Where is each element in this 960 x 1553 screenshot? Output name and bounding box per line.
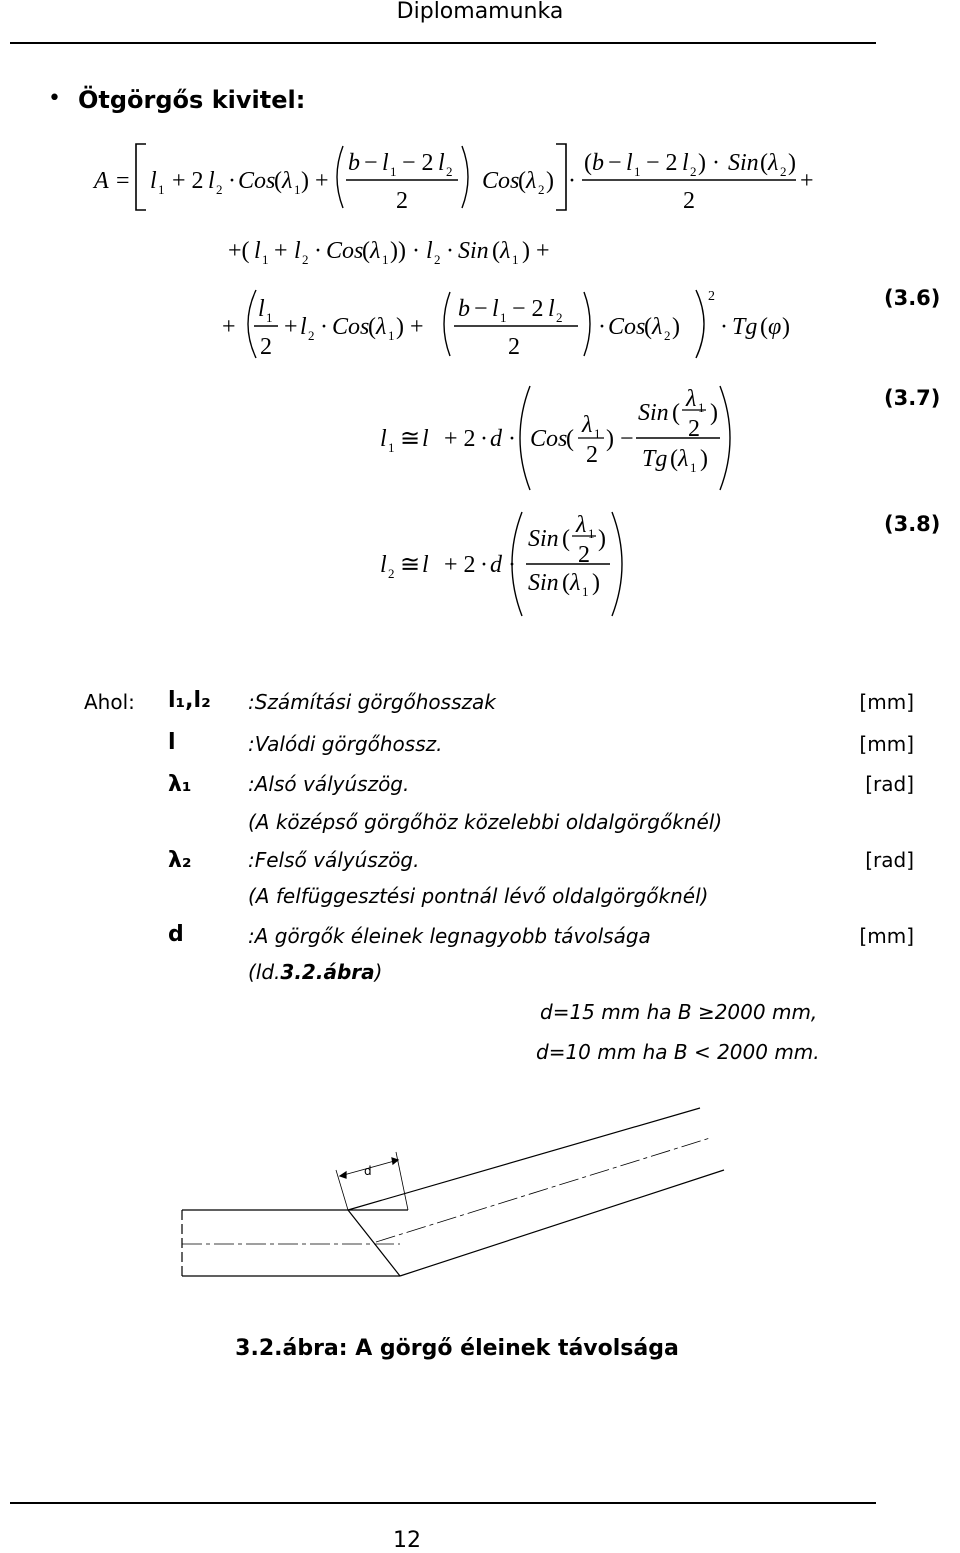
svg-text:Sin: Sin xyxy=(458,238,489,264)
svg-text:(: ( xyxy=(644,314,652,340)
svg-text:2: 2 xyxy=(302,252,309,267)
svg-text:2: 2 xyxy=(578,542,590,568)
def-figure-reference: (ld.3.2.ábra) xyxy=(248,960,383,984)
svg-text:2: 2 xyxy=(690,164,697,179)
svg-text:2: 2 xyxy=(388,566,395,581)
svg-text:+: + xyxy=(284,314,298,340)
svg-text:Cos: Cos xyxy=(482,168,520,194)
svg-text:(: ( xyxy=(562,570,570,596)
svg-text:(: ( xyxy=(518,168,526,194)
svg-text:− 2: − 2 xyxy=(402,150,434,176)
svg-text:−: − xyxy=(364,150,378,176)
svg-text:Sin: Sin xyxy=(528,570,559,596)
svg-text:(: ( xyxy=(760,150,768,176)
svg-text:+: + xyxy=(800,168,814,194)
svg-text:·: · xyxy=(228,168,236,194)
bullet-marker: • xyxy=(48,86,61,111)
svg-text:): ) xyxy=(788,150,796,176)
definitions-intro: Ahol: xyxy=(84,690,135,714)
svg-text:1: 1 xyxy=(388,440,395,455)
svg-text:b: b xyxy=(592,150,604,176)
svg-text:=: = xyxy=(116,168,130,194)
svg-text:·: · xyxy=(480,426,488,452)
svg-text:l: l xyxy=(426,238,433,264)
svg-text:l: l xyxy=(422,426,429,452)
svg-text:Sin: Sin xyxy=(638,400,669,426)
page-header-title: Diplomamunka xyxy=(396,0,564,24)
svg-text:1: 1 xyxy=(390,164,397,179)
svg-text:(: ( xyxy=(368,314,376,340)
condition-large-belt: d=15 mm ha B ≥2000 mm, xyxy=(540,1000,818,1024)
svg-text:1: 1 xyxy=(158,182,165,197)
figure-label-d: d xyxy=(364,1164,372,1178)
svg-text:l: l xyxy=(150,168,157,194)
def-text-l1-l2: :Számítási görgőhosszak xyxy=(248,690,496,714)
svg-text:1: 1 xyxy=(698,400,705,415)
svg-text:l: l xyxy=(208,168,215,194)
svg-text:2: 2 xyxy=(586,442,598,468)
svg-text:λ: λ xyxy=(678,446,689,472)
svg-text:+: + xyxy=(222,314,236,340)
condition-small-belt: d=10 mm ha B < 2000 mm. xyxy=(536,1040,820,1064)
def-text-lambda2: :Felső vályúszög. xyxy=(248,848,420,872)
svg-text:l: l xyxy=(548,296,555,322)
svg-text:2: 2 xyxy=(780,164,787,179)
svg-text:l: l xyxy=(380,552,387,578)
svg-text:+ 2: + 2 xyxy=(444,552,476,578)
svg-text:− 2: − 2 xyxy=(512,296,544,322)
svg-text:2: 2 xyxy=(683,188,695,214)
svg-text:b: b xyxy=(458,296,470,322)
svg-text:2: 2 xyxy=(556,310,563,325)
svg-text:·: · xyxy=(446,238,454,264)
svg-text:d: d xyxy=(490,552,502,578)
svg-text:−: − xyxy=(474,296,488,322)
figure-caption: 3.2.ábra: A görgő éleinek távolsága xyxy=(235,1336,679,1361)
svg-text:λ: λ xyxy=(282,168,293,194)
figure-roller-edge-distance xyxy=(0,1080,960,1320)
svg-text:2: 2 xyxy=(446,164,453,179)
svg-text:) +: ) + xyxy=(522,238,550,264)
svg-text:): ) xyxy=(592,570,600,596)
svg-text:Tg: Tg xyxy=(732,314,758,340)
equation-3-7-number: (3.7) xyxy=(884,386,941,410)
svg-text:l: l xyxy=(300,314,307,340)
svg-text:(: ( xyxy=(492,238,500,264)
equation-3-6 xyxy=(0,130,960,370)
svg-text:Cos: Cos xyxy=(332,314,370,340)
equation-3-8 xyxy=(0,506,960,626)
svg-text:λ: λ xyxy=(576,512,587,538)
svg-text:λ: λ xyxy=(570,570,581,596)
svg-text:− 2: − 2 xyxy=(646,150,678,176)
def-unit-lambda1: [rad] xyxy=(865,772,914,796)
svg-text:l: l xyxy=(438,150,445,176)
svg-text:λ: λ xyxy=(500,238,511,264)
svg-text:1: 1 xyxy=(294,182,301,197)
def-unit-d: [mm] xyxy=(859,924,914,948)
svg-text:1: 1 xyxy=(266,310,273,325)
svg-text:·: · xyxy=(598,314,606,340)
svg-text:+: + xyxy=(274,238,288,264)
def-text-d: :A görgők éleinek legnagyobb távolsága xyxy=(248,924,651,948)
svg-text:·: · xyxy=(480,552,488,578)
svg-text:1: 1 xyxy=(382,252,389,267)
svg-text:+ 2: + 2 xyxy=(444,426,476,452)
svg-text:): ) xyxy=(700,446,708,472)
svg-text:): ) xyxy=(606,426,614,452)
def-note-lambda2: (A felfüggesztési pontnál lévő oldalgörgőknél) xyxy=(248,884,709,908)
section-title: Ötgörgős kivitel: xyxy=(78,86,306,114)
svg-text:(: ( xyxy=(274,168,282,194)
def-symbol-lambda2: λ₂ xyxy=(168,848,192,873)
svg-text:+(: +( xyxy=(228,238,250,264)
header-rule xyxy=(10,42,876,44)
svg-text:(: ( xyxy=(362,238,370,264)
svg-text:+ 2: + 2 xyxy=(172,168,204,194)
svg-text:l: l xyxy=(380,426,387,452)
svg-text:·: · xyxy=(508,426,516,452)
svg-text:Tg: Tg xyxy=(642,446,668,472)
svg-text:(: ( xyxy=(562,526,570,552)
svg-text:Cos: Cos xyxy=(238,168,276,194)
svg-text:2: 2 xyxy=(538,182,545,197)
svg-text:)) ·: )) · xyxy=(390,238,420,264)
svg-text:1: 1 xyxy=(588,526,595,541)
svg-text:λ: λ xyxy=(376,314,387,340)
equation-3-8-number: (3.8) xyxy=(884,512,941,536)
svg-text:l: l xyxy=(492,296,499,322)
svg-text:1: 1 xyxy=(500,310,507,325)
svg-text:1: 1 xyxy=(582,584,589,599)
def-symbol-l: l xyxy=(168,730,176,755)
svg-text:1: 1 xyxy=(388,328,395,343)
def-symbol-lambda1: λ₁ xyxy=(168,772,192,797)
svg-text:(: ( xyxy=(672,400,680,426)
def-text-l: :Valódi görgőhossz. xyxy=(248,732,443,756)
svg-text:2: 2 xyxy=(708,289,715,304)
svg-text:l: l xyxy=(626,150,633,176)
svg-text:λ: λ xyxy=(582,412,593,438)
svg-text:(: ( xyxy=(584,150,592,176)
svg-text:b: b xyxy=(348,150,360,176)
svg-text:): ) xyxy=(782,314,790,340)
footer-rule xyxy=(10,1502,876,1504)
svg-text:Cos: Cos xyxy=(530,426,568,452)
svg-text:l: l xyxy=(682,150,689,176)
svg-text:): ) xyxy=(546,168,554,194)
equation-3-7 xyxy=(0,380,960,500)
def-unit-l: [mm] xyxy=(859,732,914,756)
svg-text:2: 2 xyxy=(260,334,272,360)
svg-text:2: 2 xyxy=(508,334,520,360)
svg-text:l: l xyxy=(258,296,265,322)
svg-text:2: 2 xyxy=(216,182,223,197)
svg-text:φ: φ xyxy=(768,314,782,340)
svg-text:·: · xyxy=(508,552,516,578)
def-symbol-d: d xyxy=(168,922,184,947)
svg-text:Sin: Sin xyxy=(528,526,559,552)
svg-text:≅: ≅ xyxy=(400,426,421,452)
svg-text:l: l xyxy=(422,552,429,578)
svg-text:·: · xyxy=(568,168,576,194)
svg-text:2: 2 xyxy=(308,328,315,343)
svg-text:λ: λ xyxy=(686,386,697,412)
page-number: 12 xyxy=(393,1528,421,1553)
equation-3-6-number: (3.6) xyxy=(884,286,941,310)
svg-text:A: A xyxy=(94,168,109,194)
svg-text:2: 2 xyxy=(664,328,671,343)
svg-text:2: 2 xyxy=(688,416,700,442)
svg-text:1: 1 xyxy=(262,252,269,267)
svg-text:Cos: Cos xyxy=(326,238,364,264)
svg-text:−: − xyxy=(620,426,634,452)
svg-text:λ: λ xyxy=(652,314,663,340)
svg-text:) +: ) + xyxy=(396,314,424,340)
svg-text:(: ( xyxy=(670,446,678,472)
svg-text:−: − xyxy=(608,150,622,176)
svg-text:≅: ≅ xyxy=(400,552,421,578)
svg-text:): ) xyxy=(598,526,606,552)
def-text-lambda1: :Alsó vályúszög. xyxy=(248,772,410,796)
def-note-lambda1: (A középső görgőhöz közelebbi oldalgörgőknél) xyxy=(248,810,723,834)
svg-text:·: · xyxy=(320,314,328,340)
svg-text:l: l xyxy=(254,238,261,264)
svg-text:d: d xyxy=(490,426,502,452)
svg-text:1: 1 xyxy=(594,426,601,441)
svg-text:Sin: Sin xyxy=(728,150,759,176)
svg-text:2: 2 xyxy=(434,252,441,267)
svg-text:): ) xyxy=(672,314,680,340)
svg-text:1: 1 xyxy=(634,164,641,179)
def-unit-lambda2: [rad] xyxy=(865,848,914,872)
svg-text:) ·: ) · xyxy=(698,150,720,176)
svg-text:1: 1 xyxy=(512,252,519,267)
def-unit-l1-l2: [mm] xyxy=(859,690,914,714)
svg-text:l: l xyxy=(294,238,301,264)
svg-text:λ: λ xyxy=(768,150,779,176)
svg-text:l: l xyxy=(382,150,389,176)
svg-text:) +: ) + xyxy=(301,168,329,194)
svg-text:·: · xyxy=(314,238,322,264)
svg-text:): ) xyxy=(710,400,718,426)
def-symbol-l1-l2: l₁,l₂ xyxy=(168,688,211,713)
svg-text:2: 2 xyxy=(396,188,408,214)
svg-text:Cos: Cos xyxy=(608,314,646,340)
svg-text:(: ( xyxy=(760,314,768,340)
svg-text:·: · xyxy=(720,314,728,340)
svg-text:1: 1 xyxy=(690,460,697,475)
svg-text:(: ( xyxy=(566,426,574,452)
svg-text:λ: λ xyxy=(370,238,381,264)
svg-text:λ: λ xyxy=(526,168,537,194)
